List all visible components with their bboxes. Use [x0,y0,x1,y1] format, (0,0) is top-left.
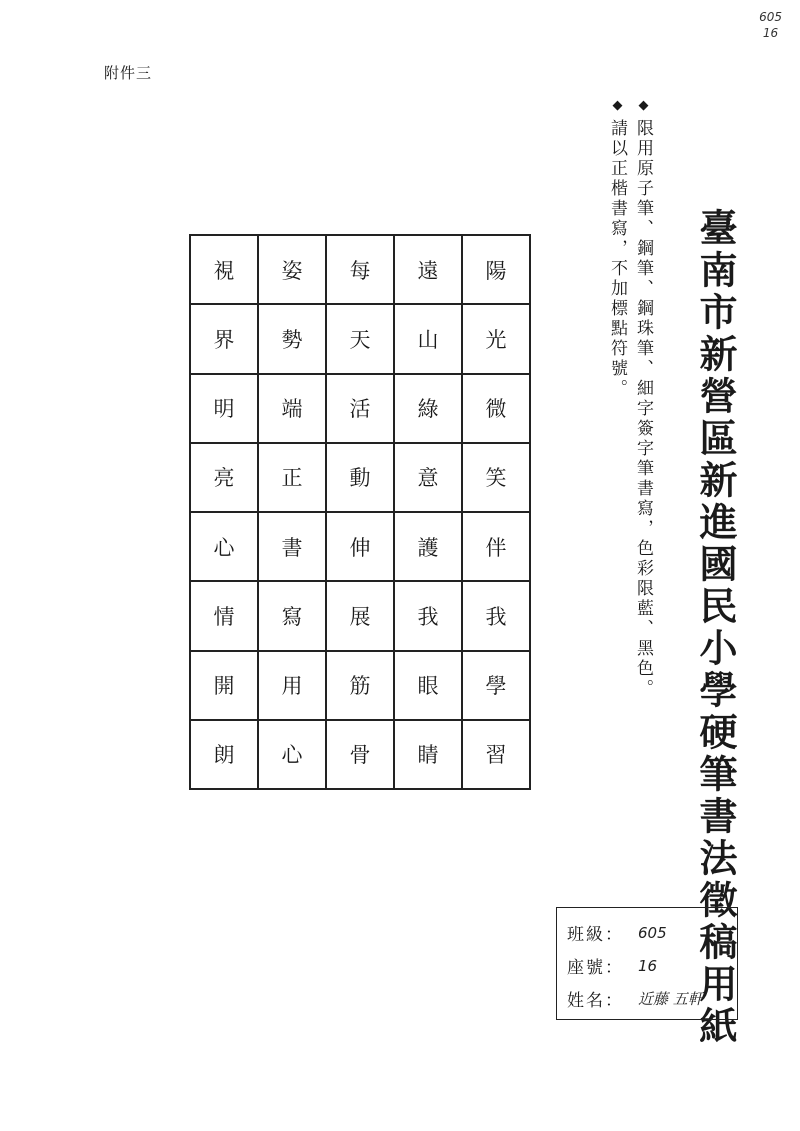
grid-cell: 綠 [394,374,462,443]
writing-grid [189,234,531,790]
class-value: 605 [638,923,667,942]
grid-cell: 睛 [394,720,462,789]
diamond-bullet-icon: ◆ [610,98,625,113]
grid-cell: 情 [190,581,258,650]
grid-cell: 寫 [258,581,326,650]
seat-value: 16 [638,956,658,975]
grid-cell: 笑 [462,443,530,512]
attachment-label: 附件三 [104,64,153,82]
class-row [567,916,727,949]
grid-cell: 界 [190,304,258,373]
instruction-2-text: 請以正楷書寫，不加標點符號。 [607,119,627,399]
grid-cell: 展 [326,581,394,650]
grid-cell: 朗 [190,720,258,789]
grid-cell: 每 [326,235,394,304]
seat-label: 座號： [567,958,624,978]
grid-cell: 端 [258,374,326,443]
grid-cell: 我 [462,581,530,650]
page-number-class: 605 [759,10,782,24]
grid-cell: 勢 [258,304,326,373]
instruction-2 [606,98,628,399]
grid-cell: 骨 [326,720,394,789]
name-value: 近藤 五軒 [638,990,703,1008]
grid-cell: 活 [326,374,394,443]
seat-row [567,949,727,982]
grid-cell: 意 [394,443,462,512]
grid-cell: 微 [462,374,530,443]
class-label: 班級： [567,925,624,945]
grid-cell: 習 [462,720,530,789]
grid-cell: 天 [326,304,394,373]
grid-cell: 伸 [326,512,394,581]
name-label: 姓名： [567,991,624,1011]
instruction-1-text: 限用原子筆、鋼筆、鋼珠筆、細字簽字筆書寫，色彩限藍、黑色。 [633,119,653,699]
grid-cell: 亮 [190,443,258,512]
diamond-bullet-icon: ◆ [636,98,651,113]
grid-cell: 光 [462,304,530,373]
grid-cell: 明 [190,374,258,443]
grid-cell: 心 [190,512,258,581]
grid-cell: 眼 [394,651,462,720]
form-title: 臺南市新營區新進國民小學硬筆書法徵稿用紙 [693,208,738,1048]
grid-cell: 筋 [326,651,394,720]
grid-cell: 書 [258,512,326,581]
grid-cell: 用 [258,651,326,720]
grid-cell: 心 [258,720,326,789]
grid-cell: 正 [258,443,326,512]
grid-cell: 我 [394,581,462,650]
page-number-seat: 16 [762,25,779,40]
grid-cell: 學 [462,651,530,720]
grid-cell: 姿 [258,235,326,304]
page-number [759,10,782,41]
grid-cell: 遠 [394,235,462,304]
grid-cell: 護 [394,512,462,581]
grid-cell: 視 [190,235,258,304]
student-info-box [556,907,738,1020]
grid-cell: 伴 [462,512,530,581]
grid-cell: 開 [190,651,258,720]
grid-cell: 陽 [462,235,530,304]
name-row [567,982,727,1015]
grid-cell: 動 [326,443,394,512]
instruction-1 [632,98,654,699]
grid-cell: 山 [394,304,462,373]
